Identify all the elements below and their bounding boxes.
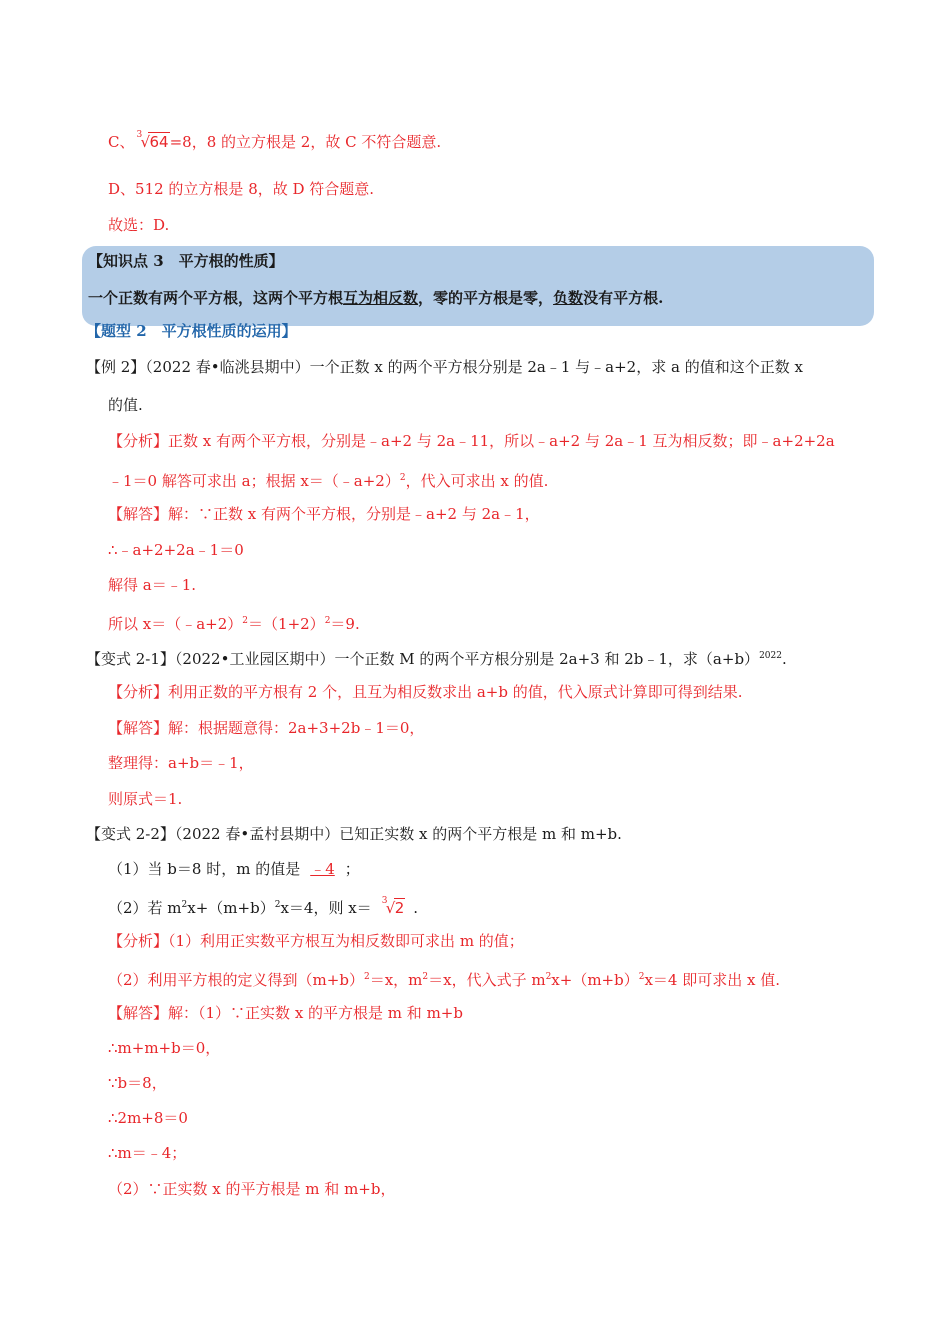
variant-2-2-solution-step4: ∴m＝﹣4； (108, 1144, 187, 1162)
knowledge-point-title: 【知识点 3 平方根的性质】 (88, 252, 284, 270)
answer-choice-line: 故选：D. (108, 216, 170, 234)
option-c-text: =8，8 的立方根是 2，故 C 不符合题意. (169, 133, 442, 151)
variant-2-1-solution-step2: 则原式＝1. (108, 790, 183, 808)
variant-2-2-question: 【变式 2-2】（2022 春•孟村县期中）已知正实数 x 的两个平方根是 m 和 m+b. (86, 825, 622, 843)
example-2-solution-step1: ∴﹣a+2+2a﹣1＝0 (108, 541, 244, 559)
question-type-heading: 【题型 2 平方根性质的运用】 (86, 322, 297, 340)
example-2-solution-step3: 所以 $x=(﹣a+2)^2=(1+2)^2=9$. (108, 615, 360, 633)
variant-2-1-solution: 【解答】解：根据题意得：2a+3+2b﹣1＝0， (108, 719, 425, 737)
example-2-solution: 【解答】解：∵正数 x 有两个平方根，分别是﹣a+2 与 2a﹣1， (108, 505, 540, 523)
variant-2-1-question: 【变式 2-1】（2022•工业园区期中）一个正数 M 的两个平方根分别是 2a+3 和 2b﹣1，求$(a+b)^{2022}$. (86, 650, 787, 668)
negative-number-term: 负数 (553, 289, 584, 307)
variant-2-1-solution-step1: 整理得：a+b＝﹣1， (108, 754, 254, 772)
variant-2-2-solution-step3: ∴2m+8＝0 (108, 1109, 188, 1127)
example-2-question-cont: 的值. (108, 396, 143, 414)
variant-2-2-solution-step2: ∵b＝8， (108, 1074, 167, 1092)
option-c-label: C、 (108, 133, 135, 151)
variant-2-2-analysis: 【分析】（1）利用正实数平方根互为相反数即可求出 m 的值； (108, 932, 524, 950)
variant-2-2-solution-step5: （2）∵正实数 x 的平方根是 m 和 m+b， (108, 1180, 396, 1198)
example-2-solution-step2: 解得 a＝﹣1. (108, 576, 197, 594)
opposite-numbers-term: 互为相反数 (343, 289, 419, 307)
variant-2-2-analysis-cont: （2）利用平方根的定义得到$(m+b)^2=x$，$m^2=x$，代入式子 $m^2x+(m+b)^2x=4$ 即可求出 x 值. (108, 971, 781, 989)
option-c-line (108, 131, 441, 153)
knowledge-point-body: 一个正数有两个平方根，这两个平方根互为相反数，零的平方根是零，负数没有平方根. (88, 289, 664, 307)
variant-2-2-part2: （2）若 $m^2x+(m+b)^2x=4$，则 x＝ 3 √ 2 . (108, 896, 419, 917)
option-d-line: D、512 的立方根是 8，故 D 符合题意. (108, 180, 375, 198)
part1-answer-blank: ﹣4 (310, 860, 335, 878)
example-2-question: 【例 2】（2022 春•临洮县期中）一个正数 x 的两个平方根分别是 2a﹣1 与﹣a+2，求 a 的值和这个正数 x (86, 358, 803, 376)
variant-2-2-solution: 【解答】解：（1）∵正实数 x 的平方根是 m 和 m+b (108, 1004, 463, 1022)
part2-answer-blank (372, 896, 414, 917)
cube-root-64: 3 √ 64 (136, 130, 169, 151)
variant-2-1-analysis: 【分析】利用正数的平方根有 2 个，且互为相反数求出 a+b 的值，代入原式计算即可得到结果. (108, 683, 743, 701)
variant-2-2-solution-step1: ∴m+m+b＝0， (108, 1039, 221, 1057)
cube-root-2: 3 √ 2 (381, 896, 405, 917)
example-2-analysis: 【分析】正数 x 有两个平方根，分别是﹣a+2 与 2a﹣11，所以﹣a+2 与 2a﹣1 互为相反数；即﹣a+2+2a (108, 432, 835, 450)
example-2-analysis-cont: ﹣1＝0 解答可求出 a；根据 x＝（﹣a+2）$^2$，代入可求出 x 的值. (108, 472, 549, 490)
variant-2-2-part1: （1）当 b＝8 时，m 的值是 ﹣4 ； (108, 860, 360, 878)
